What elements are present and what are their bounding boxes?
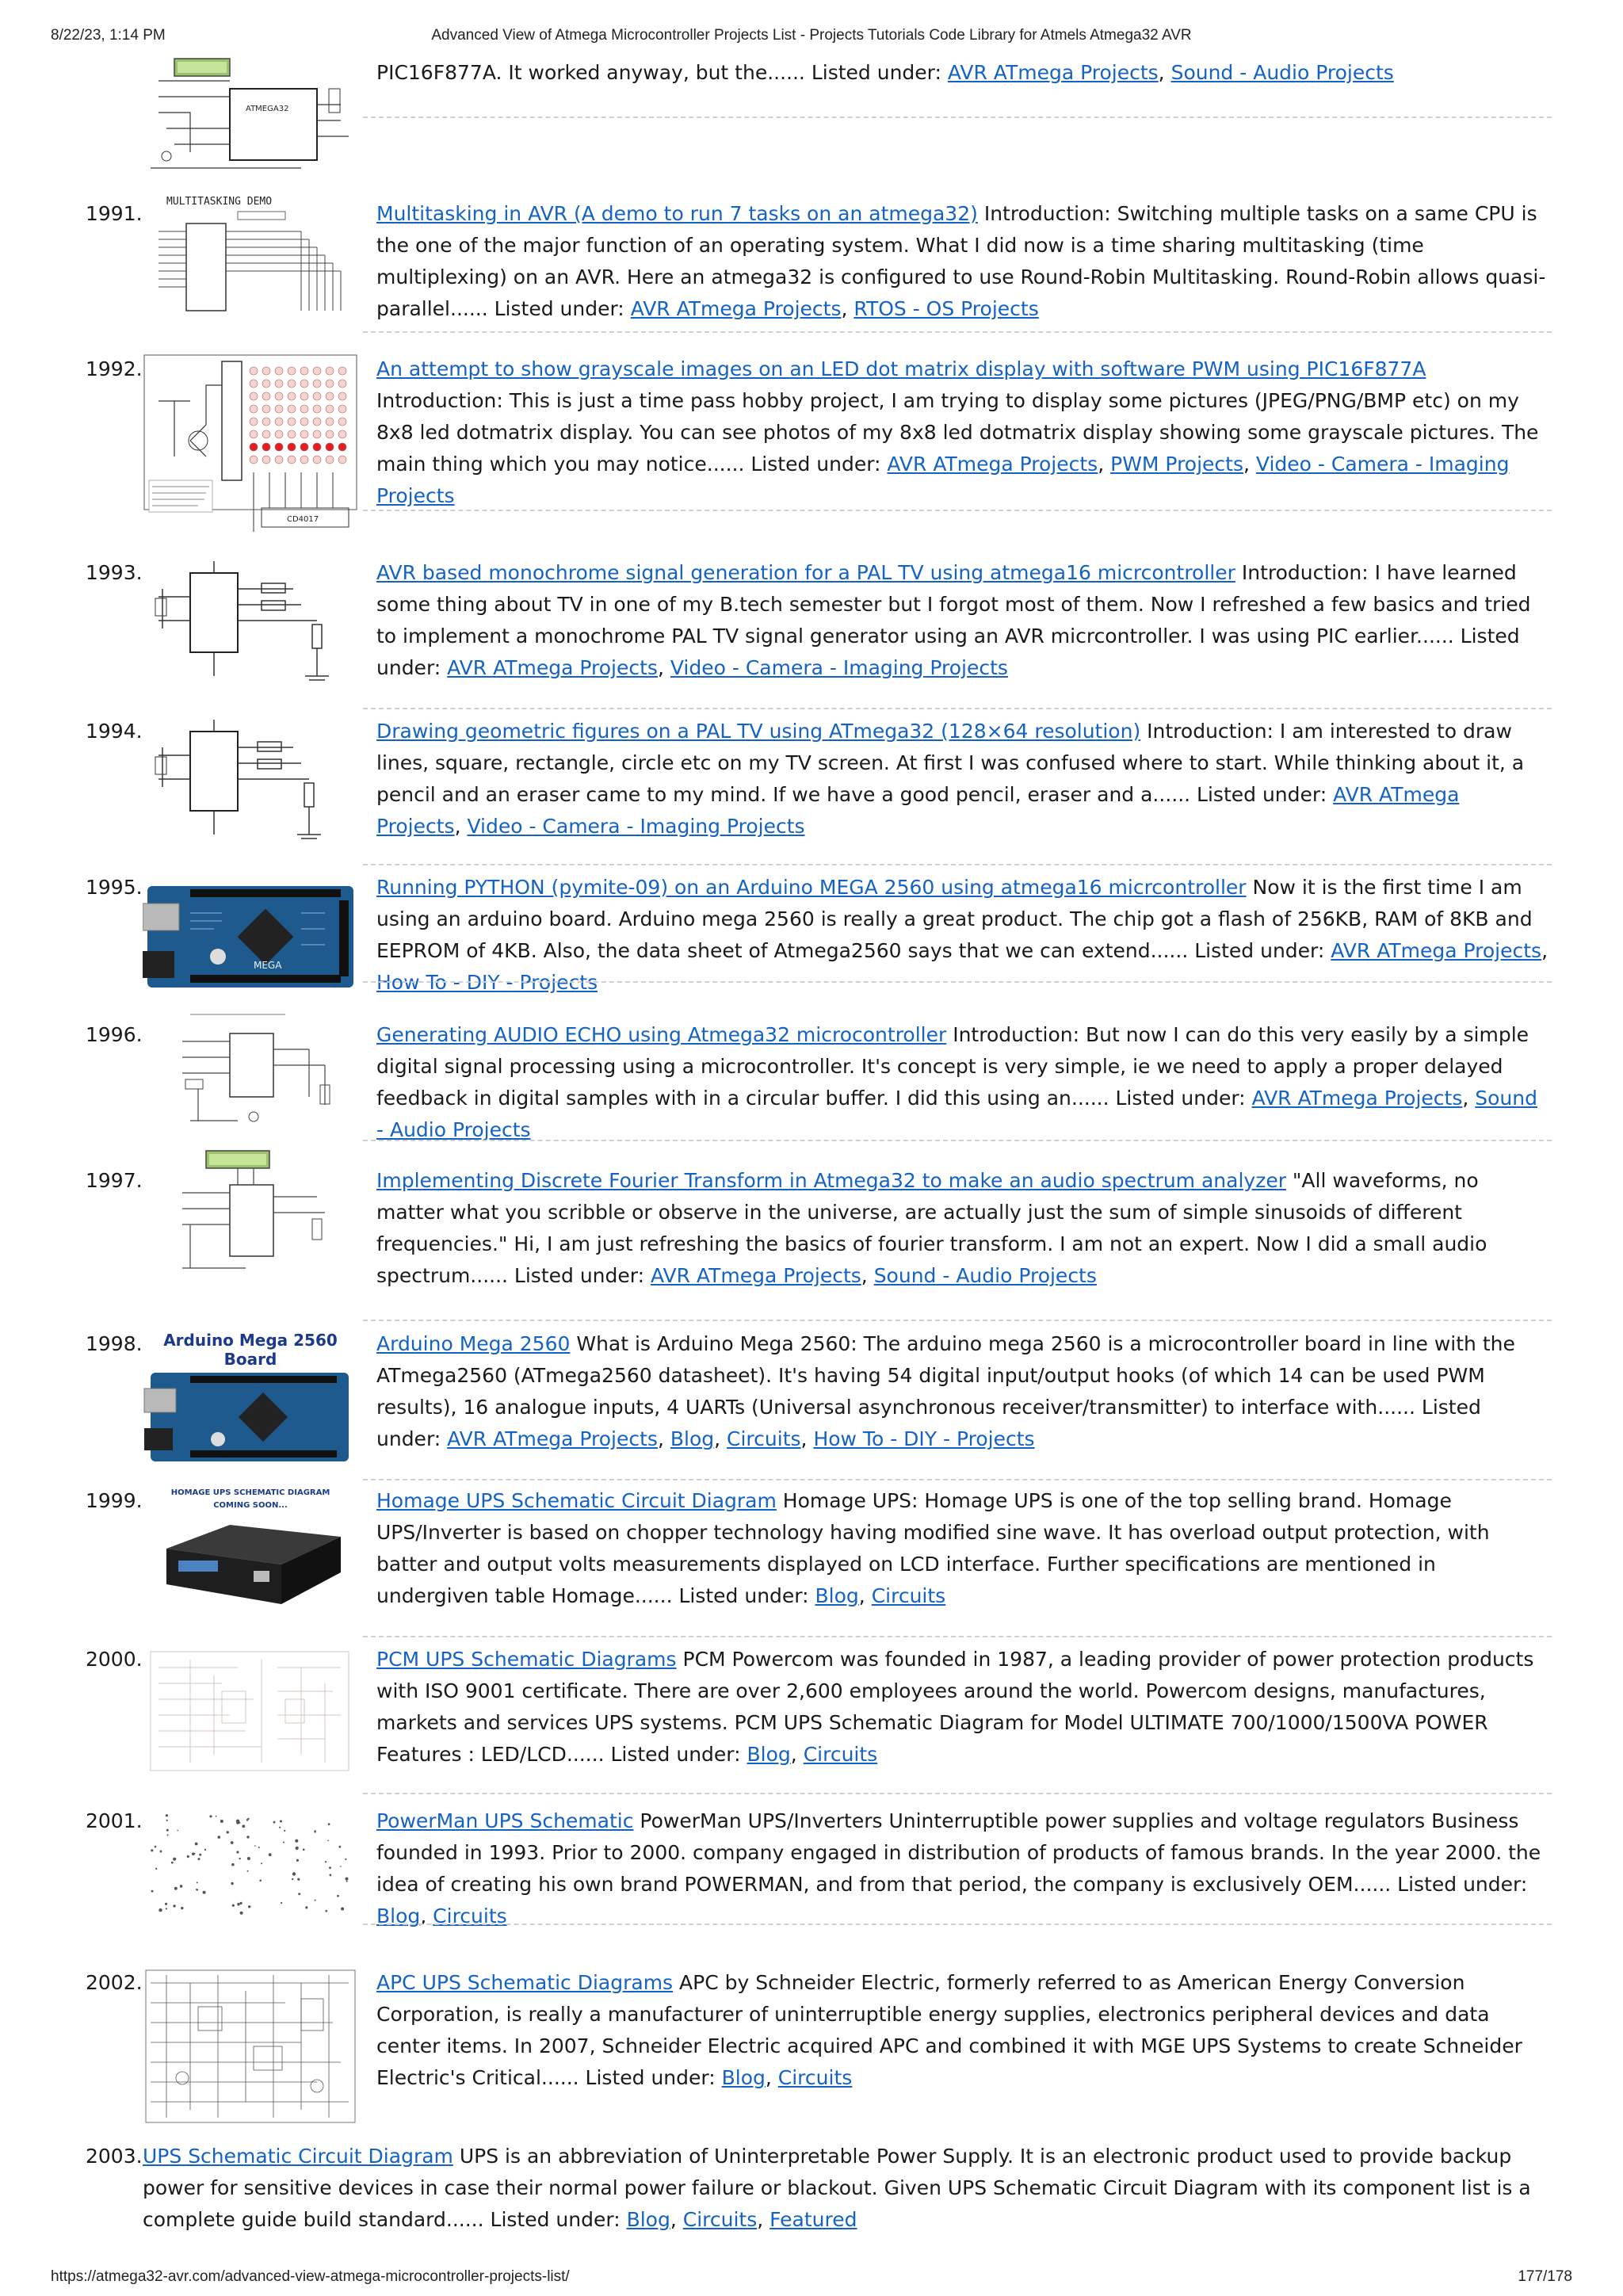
schematic-dot	[166, 1908, 167, 1909]
entry-text: AVR based monochrome signal generation for a PAL TV using atmega16 micrcontroller Introduction: I have learned some thing about TV in one of my B.tech semester but I forgot most of them. Now I refreshed a few basics and tried to implement a monochrome PAL TV signal generator using an AVR micrcontroller. I was using PIC earlier...... Listed under: AVR ATmega Projects, Video - Camera - Imaging Projects	[376, 561, 1531, 679]
entry-body: PCM Powercom was founded in 1987, a leading provider of power protection products with ISO 9001 certificate. There are over 2,600 employees around the world. Powercom designs, manufactures, markets and services UPS systems. PCM UPS Schematic Diagram for Model ULTIMATE 700/1000/1500VA POWER Features : LED/LCD...... Listed under:	[376, 1648, 1534, 1766]
led-dot	[262, 392, 270, 400]
schematic-dot	[171, 1862, 174, 1864]
led-dot	[262, 405, 270, 413]
led-dot	[250, 392, 258, 400]
led-dot	[313, 443, 321, 451]
project-title-link[interactable]: Implementing Discrete Fourier Transform in Atmega32 to make an audio spectrum analyzer	[376, 1169, 1286, 1192]
led-dot	[338, 405, 346, 413]
schematic-dot	[296, 1847, 299, 1850]
led-dot	[300, 405, 308, 413]
category-link[interactable]: AVR ATmega Projects	[1251, 1087, 1463, 1110]
schematic-dot	[237, 1903, 240, 1906]
entry-number: 1998.	[86, 1332, 143, 1355]
led-dot	[288, 443, 296, 451]
led-dot	[262, 443, 270, 451]
project-title-link[interactable]: Multitasking in AVR (A demo to run 7 tasks on an atmega32)	[376, 202, 978, 225]
divider	[363, 117, 1552, 118]
led-dot	[326, 430, 334, 438]
print-date: 8/22/23, 1:14 PM	[51, 27, 166, 44]
project-title-link[interactable]: Arduino Mega 2560	[376, 1332, 571, 1355]
led-dot	[250, 418, 258, 426]
divider	[363, 1636, 1552, 1637]
led-dot	[288, 392, 296, 400]
schematic-dot	[198, 1858, 200, 1860]
category-link[interactable]: AVR ATmega Projects	[1331, 939, 1542, 962]
entry-number: 1994.	[86, 720, 143, 743]
schematic-dot	[166, 1820, 168, 1821]
schematic-image	[143, 1010, 358, 1133]
category-link[interactable]: Circuits	[433, 1904, 507, 1927]
chip-label: ATMEGA32	[246, 105, 289, 113]
led-dot	[300, 443, 308, 451]
divider	[363, 1320, 1552, 1321]
schematic-image	[143, 192, 358, 319]
divider	[363, 981, 1552, 983]
print-footer	[51, 2268, 1572, 2292]
schematic-dot	[220, 1820, 223, 1823]
led-dot	[300, 456, 308, 464]
schematic-dot	[248, 1905, 250, 1908]
schematic-dot	[259, 1880, 262, 1882]
schematic-dot	[325, 1910, 327, 1912]
schematic-dot	[258, 1847, 260, 1848]
divider	[363, 1793, 1552, 1794]
schematic-dot	[261, 1862, 262, 1864]
schematic-dot	[280, 1820, 282, 1823]
ups-product-thumbnail[interactable]	[143, 1485, 358, 1612]
schematic-dot	[314, 1831, 316, 1833]
led-matrix-schematic	[143, 353, 358, 540]
led-dot	[300, 392, 308, 400]
entry-number: 2000.	[86, 1648, 143, 1671]
entry-text: APC UPS Schematic Diagrams APC by Schneider Electric, formerly referred to as American Energy Conversion Corporation, is really a manufacturer of uninterruptible energy supplies, electronics peripheral devices and data center items. In 2007, Schneider Electric acquired APC and combined it with MGE UPS Systems to create Schneider Electric's Critical...... Listed under: Blog, Circuits	[376, 1971, 1522, 2089]
thumb-caption: Arduino Mega 2560	[163, 1331, 338, 1350]
category-link[interactable]: Blog	[670, 1427, 715, 1450]
divider	[363, 708, 1552, 709]
entry-number: 1993.	[86, 561, 143, 584]
led-dot	[250, 380, 258, 388]
schematic-dot	[209, 1815, 212, 1817]
schematic-dot	[328, 1823, 330, 1825]
led-dot	[338, 430, 346, 438]
schematic-dot	[298, 1893, 300, 1895]
schematic-dot	[166, 1829, 169, 1832]
entry-text: Running PYTHON (pymite-09) on an Arduino MEGA 2560 using atmega16 micrcontroller Now it is the first time I am using an arduino board. Arduino mega 2560 is really a great product. The chip got a flash of 256KB, RAM of 8KB and EEPROM of 4KB. Also, the data sheet of Atmega2560 says that we can extend...... Listed under: AVR ATmega Projects, How To - DIY - Projects	[376, 876, 1549, 994]
entry-number: 1996.	[86, 1023, 143, 1046]
led-dot	[313, 405, 321, 413]
schematic-title: MULTITASKING DEMO	[166, 196, 273, 208]
category-link[interactable]: Circuits	[803, 1743, 878, 1766]
led-dot	[326, 443, 334, 451]
schematic-dot	[180, 1885, 183, 1888]
category-link[interactable]: Blog	[815, 1584, 859, 1607]
print-header	[51, 27, 1572, 51]
schematic-thumbnail[interactable]	[143, 557, 358, 684]
led-dot	[326, 418, 334, 426]
divider	[363, 1924, 1552, 1925]
schematic-thumbnail[interactable]	[143, 716, 358, 850]
led-dot	[250, 405, 258, 413]
schematic-dot	[242, 1824, 245, 1828]
led-dot	[338, 418, 346, 426]
entry-text: Generating AUDIO ECHO using Atmega32 microcontroller Introduction: But now I can do this very easily by a simple digital signal processing using a microcontroller. It's concept is very simple, ie we need to apply a proper delayed feedback in digital samples with in a circular buffer. I did this using an...... Listed under: AVR ATmega Projects, Sound - Audio Projects	[376, 1023, 1537, 1141]
led-dot	[338, 456, 346, 464]
led-dot	[275, 367, 283, 375]
schematic-dot	[173, 1904, 175, 1907]
schematic-dot	[292, 1878, 293, 1880]
schematic-dot	[246, 1819, 249, 1821]
category-link[interactable]: Blog	[626, 2208, 670, 2231]
entry-number: 2001.	[86, 1809, 143, 1832]
led-dot	[326, 405, 334, 413]
project-title-link[interactable]: Homage UPS Schematic Circuit Diagram	[376, 1489, 777, 1512]
entry-body: PowerMan UPS/Inverters Uninterruptible power supplies and voltage regulators Business founded in 1993. Prior to 2000. company engaged in distribution of products of famous brands. In the year 2000. the idea of creating his own brand POWERMAN, and from that period, the company is exclusively OEM...... Listed under:	[376, 1809, 1541, 1896]
schematic-dot	[292, 1872, 296, 1875]
category-link[interactable]: AVR ATmega Projects	[447, 1427, 658, 1450]
led-dot	[326, 456, 334, 464]
entry-body: Introduction: This is just a time pass hobby project, I am trying to display some pictures (JPEG/PNG/BMP etc) on my 8x8 led dotmatrix display. You can see photos of my 8x8 led dotmatrix display showing some grayscale pictures. The main thing which you may notice...... Listed under:	[376, 389, 1539, 476]
entry-text: UPS Schematic Circuit Diagram UPS is an abbreviation of Uninterpretable Power Supply. It is an electronic product used to provide backup power for sensitive devices in case their normal power failure or blackout. Given UPS Schematic Circuit Diagram with its component list is a complete guide build standard...... Listed under: Blog, Circuits, Featured	[143, 2145, 1531, 2231]
schematic-dot	[227, 1831, 229, 1833]
schematic-dot	[303, 1848, 305, 1851]
entry-text: Homage UPS Schematic Circuit Diagram Homage UPS: Homage UPS is one of the top selling brand. Homage UPS/Inverter is based on chopper technology having modified sine wave. It has overload output protection, with batter and output volts measurements displayed on LCD interface. Further specifications are mentioned in undergiven table Homage...... Listed under: Blog, Circuits	[376, 1489, 1490, 1607]
schematic-dot	[341, 1908, 344, 1911]
thumb-caption: Board	[223, 1350, 277, 1369]
entry-text: Arduino Mega 2560 What is Arduino Mega 2560: The arduino mega 2560 is a microcontroller board in line with the ATmega2560 (ATmega2560 datasheet). It's having 54 digital input/output hooks (of which 14 can be used PWM results), 16 analogue inputs, 4 UARTs (Universal asynchronous receiver/transmitter) to interface with...... Listed under: AVR ATmega Projects, Blog, Circuits, How To - DIY - Projects	[376, 1332, 1515, 1450]
led-dot	[262, 367, 270, 375]
schematic-dot	[296, 1859, 299, 1862]
led-dot	[250, 367, 258, 375]
category-link[interactable]: AVR ATmega Projects	[887, 453, 1098, 476]
led-dot	[288, 380, 296, 388]
entry-body: UPS is an abbreviation of Uninterpretable Power Supply. It is an electronic product used to provide backup power for sensitive devices in case their normal power failure or blackout. Given UPS Schematic Circuit Diagram with its component list is a complete guide build standard...... Listed under:	[143, 2145, 1531, 2231]
led-dot	[275, 430, 283, 438]
entry-number: 1997.	[86, 1169, 143, 1192]
schematic-dot	[187, 1855, 189, 1858]
category-link[interactable]: Blog	[721, 2066, 766, 2089]
schematic-thumbnail[interactable]	[143, 1967, 358, 2126]
project-title-link[interactable]: An attempt to show grayscale images on an LED dot matrix display with software PWM using PIC16F877A	[376, 357, 1426, 380]
led-dot	[262, 380, 270, 388]
category-link[interactable]: How To - DIY - Projects	[813, 1427, 1035, 1450]
schematic-thumbnail[interactable]	[143, 1805, 358, 1924]
dense-schematic-image	[143, 1967, 358, 2126]
schematic-image	[143, 716, 358, 850]
schematic-thumbnail[interactable]	[143, 1149, 358, 1276]
led-dot	[326, 367, 334, 375]
entry-body: Now it is the first time I am using an arduino board. Arduino mega 2560 is really a great product. The chip got a flash of 256KB, RAM of 8KB and EEPROM of 4KB. Also, the data sheet of Atmega2560 says that we can extend...... Listed under:	[376, 876, 1533, 962]
entry-body: Introduction: I am interested to draw lines, square, rectangle, circle etc on my TV screen. At first I was confused where to start. While thinking about it, a pencil and an eraser came to my mind. If we have a good pencil, eraser and a...... Listed under:	[376, 720, 1525, 806]
led-dot	[338, 380, 346, 388]
led-dot	[300, 380, 308, 388]
led-dot	[338, 367, 346, 375]
entry-body: "All waveforms, no matter what you scribble or observe in the universe, are actually just the sum of simple sinusoids of different frequencies." Hi, I am just refreshing the basics of fourier transform. I am not an expert. Now I did a small audio spectrum...... Listed under:	[376, 1169, 1487, 1287]
led-dot	[275, 405, 283, 413]
category-link[interactable]: Circuits	[727, 1427, 801, 1450]
entry-text: PIC16F877A. It worked anyway, but the...... Listed under: AVR ATmega Projects, Sound - Audio Projects	[376, 61, 1394, 84]
led-dot	[313, 456, 321, 464]
led-matrix-thumbnail[interactable]	[143, 353, 358, 540]
schematic-dot	[232, 1904, 235, 1907]
dotted-schematic-image	[143, 1805, 358, 1924]
schematic-dot	[254, 1845, 256, 1847]
chip-label: CD4017	[287, 515, 319, 524]
category-link[interactable]: Sound - Audio Projects	[376, 1087, 1537, 1141]
schematic-image	[143, 1149, 358, 1276]
entry-text: PowerMan UPS Schematic PowerMan UPS/Inverters Uninterruptible power supplies and voltage regulators Business founded in 1993. Prior to 2000. company engaged in distribution of products of famous brands. In the year 2000. the idea of creating his own brand POWERMAN, and from that period, the company is exclusively OEM...... Listed under: Blog, Circuits	[376, 1809, 1541, 1927]
category-link[interactable]: Blog	[747, 1743, 791, 1766]
schematic-dot	[158, 1908, 162, 1912]
entry-number: 2003.	[86, 2145, 143, 2168]
led-dot	[288, 367, 296, 375]
project-title-link[interactable]: Generating AUDIO ECHO using Atmega32 microcontroller	[376, 1023, 947, 1046]
schematic-dot	[203, 1891, 206, 1894]
schematic-dot	[273, 1821, 276, 1824]
schematic-dot	[345, 1859, 346, 1860]
schematic-dot	[177, 1830, 178, 1832]
project-title-link[interactable]: Drawing geometric figures on a PAL TV using ATmega32 (128×64 resolution)	[376, 720, 1141, 743]
led-dot	[313, 430, 321, 438]
entry-text: Drawing geometric figures on a PAL TV using ATmega32 (128×64 resolution) Introduction: I am interested to draw lines, square, rectangle, circle etc on my TV screen. At first I was confused where to start. While thinking about it, a pencil and an eraser came to my mind. If we have a good pencil, eraser and a...... Listed under: AVR ATmega Projects, Video - Camera - Imaging Projects	[376, 720, 1525, 838]
led-dot	[300, 430, 308, 438]
schematic-dot	[173, 1858, 176, 1861]
led-dot	[300, 418, 308, 426]
category-link[interactable]: AVR ATmega Projects	[376, 783, 1460, 838]
project-title-link[interactable]: AVR based monochrome signal generation for a PAL TV using atmega16 micrcontroller	[376, 561, 1235, 584]
category-link[interactable]: AVR ATmega Projects	[630, 297, 842, 320]
schematic-dot	[155, 1846, 157, 1848]
category-link[interactable]: PWM Projects	[1110, 453, 1243, 476]
schematic-dot	[338, 1846, 341, 1848]
led-dot	[275, 392, 283, 400]
schematic-dot	[346, 1881, 348, 1882]
schematic-dot	[167, 1834, 169, 1836]
schematic-dot	[218, 1836, 221, 1839]
schematic-dot	[281, 1902, 282, 1904]
thumb-caption: HOMAGE UPS SCHEMATIC DIAGRAM	[170, 1488, 330, 1497]
schematic-dot	[151, 1890, 154, 1893]
entry-body: Introduction: I have learned some thing about TV in one of my B.tech semester but I forgot most of them. Now I refreshed a few basics and tried to implement a monochrome PAL TV signal generator using an AVR micrcontroller. I was using PIC earlier...... Listed under:	[376, 561, 1531, 679]
schematic-dot	[216, 1816, 217, 1817]
led-dot	[250, 430, 258, 438]
schematic-dot	[295, 1839, 298, 1843]
schematic-image	[143, 57, 358, 176]
schematic-dot	[174, 1887, 178, 1890]
led-dot	[250, 456, 258, 464]
led-dot	[338, 443, 346, 451]
ups-product-image	[143, 1485, 358, 1612]
arduino-mega-image	[143, 1328, 358, 1465]
led-dot	[275, 380, 283, 388]
schematic-dot	[247, 1870, 249, 1872]
schematic-dot	[279, 1827, 281, 1828]
project-title-link[interactable]: PCM UPS Schematic Diagrams	[376, 1648, 677, 1671]
led-dot	[326, 392, 334, 400]
entry-number: 1991.	[86, 202, 143, 225]
schematic-dot	[247, 1857, 250, 1860]
print-url: https://atmega32-avr.com/advanced-view-atmega-microcontroller-projects-list/	[51, 2268, 570, 2285]
led-dot	[313, 392, 321, 400]
led-dot	[250, 443, 258, 451]
entry-body: PIC16F877A. It worked anyway, but the...... Listed under:	[376, 61, 948, 84]
schematic-dot	[155, 1868, 157, 1870]
category-link[interactable]: AVR ATmega Projects	[947, 61, 1159, 84]
category-link[interactable]: Blog	[376, 1904, 421, 1927]
led-dot	[262, 418, 270, 426]
entry-number: 2002.	[86, 1971, 143, 1994]
category-link[interactable]: AVR ATmega Projects	[650, 1264, 861, 1287]
divider	[363, 1140, 1552, 1141]
category-link[interactable]: Sound - Audio Projects	[873, 1264, 1097, 1287]
led-dot	[275, 443, 283, 451]
schematic-image	[143, 557, 358, 684]
led-dot	[326, 380, 334, 388]
led-dot	[275, 456, 283, 464]
schematic-dot	[340, 1866, 342, 1867]
schematic-dot	[195, 1843, 198, 1846]
entry-text: An attempt to show grayscale images on an LED dot matrix display with software PWM using PIC16F877A Introduction: This is just a time pass hobby project, I am trying to display some pictures (JPEG/PNG/BMP etc) on my 8x8 led dotmatrix display. You can see photos of my 8x8 led dotmatrix display showing some grayscale pictures. The main thing which you may notice...... Listed under: AVR ATmega Projects, PWM Projects, Video - Camera - Imaging Projects	[376, 357, 1539, 507]
entry-text: PCM UPS Schematic Diagrams PCM Powercom was founded in 1987, a leading provider of power protection products with ISO 9001 certificate. There are over 2,600 employees around the world. Powercom designs, manufactures, markets and services UPS systems. PCM UPS Schematic Diagram for Model ULTIMATE 700/1000/1500VA POWER Features : LED/LCD...... Listed under: Blog, Circuits	[376, 1648, 1534, 1766]
schematic-dot	[240, 1902, 242, 1904]
project-title-link[interactable]: APC UPS Schematic Diagrams	[376, 1971, 674, 1994]
schematic-thumbnail[interactable]	[143, 192, 358, 319]
led-dot	[288, 418, 296, 426]
schematic-thumbnail[interactable]	[143, 1010, 358, 1133]
led-dot	[275, 418, 283, 426]
led-dot	[288, 405, 296, 413]
category-link[interactable]: AVR ATmega Projects	[447, 656, 658, 679]
led-dot	[300, 367, 308, 375]
schematic-dot	[231, 1841, 234, 1844]
entry-body: Homage UPS: Homage UPS is one of the top selling brand. Homage UPS/Inverter is based on chopper technology having modified sine wave. It has overload output protection, with batter and output volts measurements displayed on LCD interface. Further specifications are mentioned in undergiven table Homage...... Listed under:	[376, 1489, 1490, 1607]
schematic-dot	[240, 1912, 243, 1915]
schematic-dot	[283, 1842, 285, 1843]
project-title-link[interactable]: UPS Schematic Circuit Diagram	[143, 2145, 453, 2168]
print-title: Advanced View of Atmega Microcontroller Projects List - Projects Tutorials Code Library for Atmels Atmega32 AVR	[431, 27, 1192, 44]
divider	[363, 331, 1552, 333]
page-number: 177/178	[1518, 2268, 1572, 2285]
schematic-dot	[231, 1863, 235, 1866]
entry-body: APC by Schneider Electric, formerly referred to as American Energy Conversion Corporation, is really a manufacturer of uninterruptible energy supplies, electronics peripheral devices and data center items. In 2007, Schneider Electric acquired APC and combined it with MGE UPS Systems to create Schneider Electric's Critical...... Listed under:	[376, 1971, 1522, 2089]
schematic-dot	[166, 1814, 168, 1817]
schematic-dot	[181, 1907, 183, 1909]
schematic-dot	[236, 1820, 239, 1823]
schematic-dot	[159, 1851, 162, 1853]
category-link[interactable]: Video - Camera - Imaging Projects	[467, 815, 805, 838]
schematic-dot	[236, 1851, 239, 1853]
schematic-dot	[197, 1881, 198, 1883]
schematic-dot	[199, 1854, 201, 1856]
schematic-dot	[337, 1895, 339, 1897]
thumb-caption: COMING SOON...	[213, 1501, 288, 1510]
category-link[interactable]: Circuits	[682, 2208, 758, 2231]
arduino-board-thumbnail[interactable]	[143, 881, 358, 992]
divider	[363, 1479, 1552, 1480]
entry-body: What is Arduino Mega 2560: The arduino mega 2560 is a microcontroller board in line with the ATmega2560 (ATmega2560 datasheet). It's having 54 digital input/output hooks (of which 14 can be used PWM results), 16 analogue inputs, 4 UARTs (Universal asynchronous receiver/transmitter) to interface with...... Listed under:	[376, 1332, 1515, 1450]
schematic-dot	[192, 1852, 195, 1855]
led-dot	[313, 418, 321, 426]
arduino-board-image	[143, 881, 358, 992]
divider	[363, 864, 1552, 865]
schematic-thumbnail[interactable]	[143, 1644, 358, 1780]
schematic-dot	[194, 1853, 196, 1855]
category-link[interactable]: Sound - Audio Projects	[1170, 61, 1394, 84]
entry-body: Introduction: Switching multiple tasks on a same CPU is the one of the major function of an operating system. What I did now is a time sharing multitasking (time multiplexing) on an AVR. Here an atmega32 is configured to use Round-Robin Multitasking. Round-Robin allows quasi-parallel...... Listed under:	[376, 202, 1546, 320]
entry-number: 1992.	[86, 357, 143, 380]
schematic-dot	[305, 1906, 307, 1908]
schematic-thumbnail[interactable]	[143, 57, 358, 176]
schematic-dot	[239, 1858, 241, 1859]
entry-text: Implementing Discrete Fourier Transform in Atmega32 to make an audio spectrum analyzer "All waveforms, no matter what you scribble or observe in the universe, are actually just the sum of simple sinusoids of different frequencies." Hi, I am just refreshing the basics of fourier transform. I am not an expert. Now I did a small audio spectrum...... Listed under: AVR ATmega Projects, Sound - Audio Projects	[376, 1169, 1487, 1287]
schematic-dot	[315, 1900, 316, 1901]
led-dot	[262, 430, 270, 438]
entry-number: 1999.	[86, 1489, 143, 1512]
category-link[interactable]: Video - Camera - Imaging Projects	[670, 656, 1008, 679]
schematic-dot	[284, 1830, 285, 1832]
led-dot	[262, 456, 270, 464]
schematic-dot	[297, 1878, 300, 1881]
category-link[interactable]: Featured	[769, 2208, 857, 2231]
schematic-dot	[327, 1840, 329, 1842]
entry-body: Introduction: But now I can do this very easily by a simple digital signal processing using a microcontroller. It's concept is very simple, ie we need to apply a proper delayed feedback in digital samples with in a circular buffer. I did this using an...... Listed under:	[376, 1023, 1529, 1110]
schematic-dot	[204, 1849, 206, 1851]
led-dot	[338, 392, 346, 400]
entry-number: 1995.	[86, 876, 143, 899]
category-link[interactable]: Circuits	[871, 1584, 946, 1607]
faint-schematic-image	[143, 1644, 358, 1780]
board-label: MEGA	[254, 960, 282, 971]
schematic-dot	[269, 1853, 272, 1856]
led-dot	[313, 367, 321, 375]
entry-text: Multitasking in AVR (A demo to run 7 tasks on an atmega32) Introduction: Switching multiple tasks on a same CPU is the one of the major function of an operating system. What I did now is a time sharing multitasking (time multiplexing) on an AVR. Here an atmega32 is configured to use Round-Robin Multitasking. Round-Robin allows quasi-parallel...... Listed under: AVR ATmega Projects, RTOS - OS Projects	[376, 202, 1546, 320]
schematic-dot	[246, 1836, 249, 1838]
schematic-dot	[165, 1903, 167, 1905]
category-link[interactable]: How To - DIY - Projects	[376, 971, 598, 994]
schematic-dot	[330, 1874, 332, 1877]
schematic-dot	[329, 1866, 331, 1869]
category-link[interactable]: Circuits	[777, 2066, 853, 2089]
led-dot	[288, 430, 296, 438]
divider	[363, 510, 1552, 511]
led-dot	[288, 456, 296, 464]
category-link[interactable]: Video - Camera - Imaging Projects	[376, 453, 1510, 507]
arduino-board-thumbnail[interactable]	[143, 1328, 358, 1465]
schematic-dot	[325, 1861, 327, 1862]
schematic-dot	[231, 1882, 233, 1885]
schematic-dot	[346, 1878, 349, 1881]
project-title-link[interactable]: Running PYTHON (pymite-09) on an Arduino MEGA 2560 using atmega16 micrcontroller	[376, 876, 1247, 899]
category-link[interactable]: RTOS - OS Projects	[854, 297, 1039, 320]
led-dot	[313, 380, 321, 388]
project-title-link[interactable]: PowerMan UPS Schematic	[376, 1809, 634, 1832]
schematic-dot	[196, 1889, 197, 1890]
schematic-dot	[151, 1849, 153, 1851]
